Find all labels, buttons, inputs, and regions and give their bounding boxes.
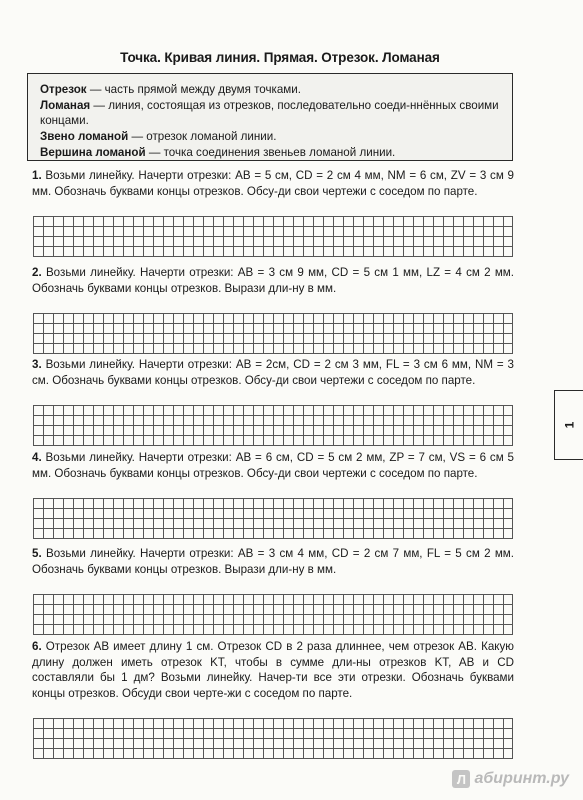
definition-text: — часть прямой между двумя точками. [86,83,301,96]
task-1-grid[interactable] [33,216,513,257]
task-text: Отрезок AB имеет длину 1 см. Отрезок CD в 2 раза длиннее, чем отрезок AB. Какую длину должен иметь отрезок KT, чтобы в сумме дли-ны отрезков KT, AB и CD составляли бы 1 дм? Возьми линейку. Начер-ти все эти отрезки. Обозначь буквами концы отрезков. Обсуди свои черте-жи с соседом по парте. [32,640,514,700]
task-number: 6. [32,640,42,653]
task-text: Возьми линейку. Начерти отрезки: AB = 5 см, CD = 2 см 4 мм, NM = 6 см, ZV = 3 см 9 мм. Обозначь буквами концы отрезков. Обсу-ди свои чертежи с соседом по парте. [32,169,514,198]
task-text: Возьми линейку. Начерти отрезки: AB = 6 см, CD = 5 см 2 мм, ZP = 7 см, VS = 6 см 5 мм. Обозначь буквами концы отрезков. Обсу-ди свои чертежи с соседом по парте. [32,451,514,480]
definition-term: Звено ломаной [40,130,129,143]
task-3 [32,357,514,388]
task-text: Возьми линейку. Начерти отрезки: AB = 3 см 4 мм, CD = 2 см 7 мм, FL = 5 см 2 мм. Обозначь буквами концы отрезков. Вырази дли-ну в мм. [32,547,514,576]
task-5 [32,546,514,577]
task-2-grid[interactable] [33,313,513,354]
definition-vertex [40,145,502,160]
chapter-number: 1 [562,421,576,429]
definitions-box [27,73,513,161]
task-4-grid[interactable] [33,498,513,539]
task-number: 4. [32,451,42,464]
task-1 [32,168,514,199]
watermark [452,770,569,788]
task-5-grid[interactable] [33,594,513,635]
definition-segment [40,82,502,97]
definition-text: — отрезок ломаной линии. [128,130,277,143]
definition-text: — точка соединения звеньев ломаной линии. [145,146,396,159]
task-6 [32,639,514,701]
page-title: Точка. Кривая линия. Прямая. Отрезок. Ломаная [120,50,440,65]
definition-polyline [40,98,502,128]
watermark-text: абиринт.ру [474,770,569,787]
definition-term: Ломаная [40,99,91,112]
task-3-grid[interactable] [33,405,513,446]
definition-term: Отрезок [40,83,87,96]
task-4 [32,450,514,481]
task-text: Возьми линейку. Начерти отрезки: AB = 3 см 9 мм, CD = 5 см 1 мм, LZ = 4 см 2 мм. Обозначь буквами концы отрезков. Вырази дли-ну в мм. [32,266,514,295]
definition-link [40,129,502,144]
task-number: 1. [32,169,42,182]
definition-term: Вершина ломаной [40,146,146,159]
task-6-grid[interactable] [33,718,513,759]
task-2 [32,265,514,296]
task-text: Возьми линейку. Начерти отрезки: AB = 2см, CD = 2 см 3 мм, FL = 3 см 6 мм, NM = 3 см. Обозначь буквами концы отрезков. Обсу-ди свои чертежи с соседом по парте. [32,358,514,387]
definition-text: — линия, состоящая из отрезков, последовательно соеди-ннённых своими концами. [40,99,499,127]
labirint-logo-icon: Л [452,770,470,788]
chapter-tab [554,390,583,460]
task-number: 3. [32,358,42,371]
task-number: 5. [32,547,42,560]
task-number: 2. [32,266,42,279]
